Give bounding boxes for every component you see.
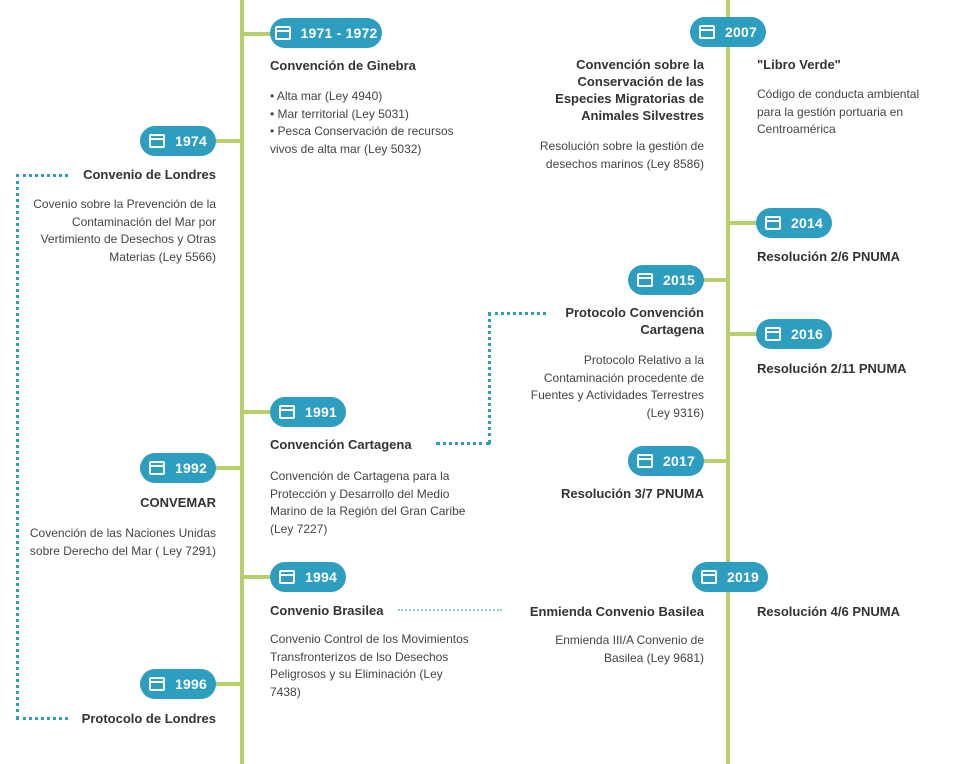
event-desc-1994: Convenio Control de los Movimientos Transfronterizos de lso Desechos Peligrosos y su Eliminación (Ley 7438) — [270, 632, 469, 699]
connector-1974 — [212, 139, 244, 143]
event-side-title-2019: Resolución 4/6 PNUMA — [757, 604, 901, 619]
connector-1994 — [240, 575, 272, 579]
calendar-icon — [637, 273, 653, 287]
link-2015-horizontal — [488, 312, 546, 315]
year-label: 2015 — [663, 272, 695, 288]
year-label: 2014 — [791, 215, 823, 231]
year-badge-1991 — [270, 397, 346, 427]
connector-2014 — [726, 221, 758, 225]
year-badge-2016 — [756, 319, 832, 349]
year-badge-2019 — [692, 562, 768, 592]
year-badge-1994 — [270, 562, 346, 592]
event-title-2016: Resolución 2/11 PNUMA — [757, 361, 907, 376]
connector-1991 — [240, 410, 272, 414]
bullet-item: • Mar territorial (Ley 5031) — [270, 106, 409, 121]
calendar-icon — [765, 216, 781, 230]
year-badge-1974 — [140, 126, 216, 156]
right-timeline-axis — [726, 0, 730, 764]
year-badge-1992 — [140, 453, 216, 483]
year-badge-2014 — [756, 208, 832, 238]
calendar-icon — [699, 25, 715, 39]
link-1991-2015-vertical — [488, 312, 491, 444]
event-title-2014: Resolución 2/6 PNUMA — [757, 249, 901, 264]
connector-2015 — [700, 278, 730, 282]
event-desc-1971 — [270, 88, 460, 158]
calendar-icon — [275, 26, 291, 40]
event-title-1971: Convención de Ginebra — [270, 58, 416, 73]
year-label: 1971 - 1972 — [300, 25, 378, 41]
connector-1971 — [240, 32, 272, 36]
connector-1992 — [212, 466, 244, 470]
year-label: 2016 — [791, 326, 823, 342]
calendar-icon — [149, 461, 165, 475]
link-1974-1996-vertical — [16, 174, 19, 719]
year-badge-2015 — [628, 265, 704, 295]
year-label: 1992 — [175, 460, 207, 476]
left-timeline-axis — [240, 0, 244, 764]
event-desc-1991: Convención de Cartagena para la Protección y Desarrollo del Medio Marino de la Región del Gran Caribe (Ley 7227) — [270, 469, 466, 536]
event-desc-1974: Covenio sobre la Prevención de la Contaminación del Mar por Vertimiento de Desechos y Otras Materias (Ley 5566) — [33, 197, 216, 264]
connector-2016 — [726, 332, 758, 336]
year-label: 2007 — [725, 24, 757, 40]
event-title-1996: Protocolo de Londres — [81, 711, 216, 726]
year-label: 1996 — [175, 676, 207, 692]
event-title-2007: Convención sobre la Conservación de las Especies Migratorias de Animales Silvestres — [555, 57, 704, 123]
year-badge-2017 — [628, 446, 704, 476]
event-title-1992: CONVEMAR — [140, 495, 216, 510]
link-1994-2019 — [398, 609, 502, 611]
bullet-item: • Pesca Conservación de recursos vivos de alta mar (Ley 5032) — [270, 124, 454, 156]
event-side-title-2007: "Libro Verde" — [757, 57, 841, 72]
connector-2017 — [700, 459, 730, 463]
calendar-icon — [149, 134, 165, 148]
year-label: 1991 — [305, 404, 337, 420]
calendar-icon — [701, 570, 717, 584]
connector-1996 — [212, 682, 244, 686]
calendar-icon — [149, 677, 165, 691]
event-title-1994: Convenio Brasilea — [270, 603, 384, 618]
year-badge-1996 — [140, 669, 216, 699]
event-desc-1992: Covención de las Naciones Unidas sobre Derecho del Mar ( Ley 7291) — [29, 526, 216, 558]
link-1991-horizontal — [436, 442, 490, 445]
year-label: 1974 — [175, 133, 207, 149]
bullet-item: • Alta mar (Ley 4940) — [270, 89, 383, 103]
year-badge-2007 — [690, 17, 766, 47]
year-label: 1994 — [305, 569, 337, 585]
event-title-2015: Protocolo Convención Cartagena — [565, 305, 704, 337]
event-title-2017: Resolución 3/7 PNUMA — [560, 486, 704, 501]
event-desc-2015: Protocolo Relativo a la Contaminación procedente de Fuentes y Actividades Terrestres (Ley 9316) — [530, 353, 704, 420]
calendar-icon — [279, 570, 295, 584]
year-label: 2017 — [663, 453, 695, 469]
calendar-icon — [279, 405, 295, 419]
event-title-1974: Convenio de Londres — [83, 167, 216, 182]
event-desc-2007: Resolución sobre la gestión de desechos marinos (Ley 8586) — [539, 139, 704, 171]
event-desc-2019: Enmienda III/A Convenio de Basilea (Ley 9681) — [555, 633, 704, 665]
event-title-1991: Convención Cartagena — [270, 437, 412, 452]
year-label: 2019 — [727, 569, 759, 585]
event-title-2019: Enmienda Convenio Basilea — [529, 604, 704, 619]
calendar-icon — [637, 454, 653, 468]
year-badge-1971-1972 — [270, 18, 382, 48]
event-side-desc-2007: Código de conducta ambiental para la gestión portuaria en Centroamérica — [757, 87, 920, 136]
calendar-icon — [765, 327, 781, 341]
